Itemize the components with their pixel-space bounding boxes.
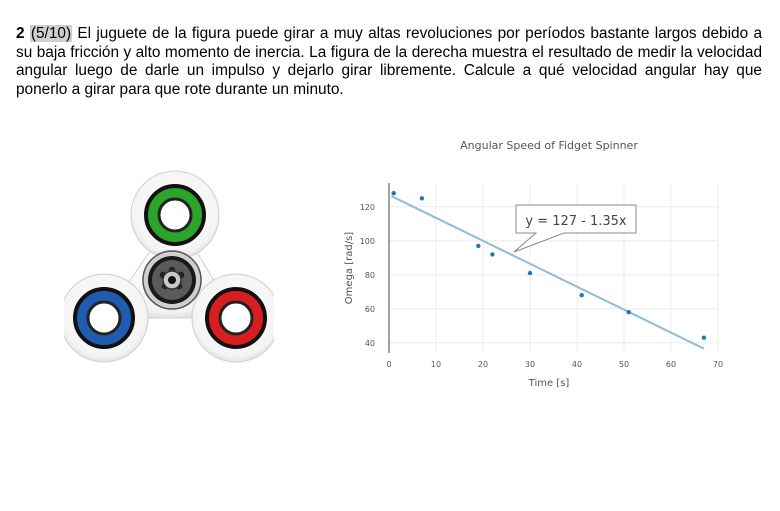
x-tick-label: 50	[618, 360, 630, 369]
y-tick-label: 60	[364, 304, 375, 314]
x-tick-label: 20	[477, 360, 489, 369]
data-point	[627, 310, 631, 314]
y-tick-label: 80	[364, 270, 375, 280]
y-axis-label: Omega [rad/s]	[344, 231, 355, 305]
x-tick-label: 40	[571, 360, 583, 369]
spinner-bearing-right	[207, 289, 265, 347]
fidget-spinner-image	[64, 168, 274, 363]
data-point	[490, 252, 494, 256]
x-tick-label: 0	[386, 360, 392, 369]
y-tick-label: 120	[359, 202, 375, 212]
x-tick-label: 30	[524, 360, 536, 369]
data-point	[420, 196, 424, 200]
x-tick-label: 60	[665, 360, 677, 369]
spinner-center-bearing	[143, 251, 201, 309]
data-point	[702, 336, 706, 340]
x-axis-label: Time [s]	[528, 378, 570, 389]
fit-equation-label: y = 127 - 1.35x	[525, 214, 627, 229]
spinner-bearing-top	[146, 186, 204, 244]
problem-statement	[16, 25, 762, 99]
x-tick-label: 70	[712, 360, 724, 369]
x-tick-label: 10	[430, 360, 442, 369]
data-point	[580, 293, 584, 297]
angular-speed-chart	[330, 128, 740, 400]
data-point	[476, 244, 480, 248]
data-point	[528, 271, 532, 275]
y-tick-label: 40	[364, 338, 375, 348]
chart-title: Angular Speed of Fidget Spinner	[460, 139, 638, 152]
problem-score: (5/10)	[30, 25, 72, 43]
problem-text: El juguete de la figura puede girar a muy altas revoluciones por períodos bastante largos debido a su baja fricción y alto momento de inercia. La figura de la derecha muestra el resultado de medir la velocidad angular luego de darle un impulso y dejarlo girar libremente. Calcule a qué velocidad angular hay que ponerlo a girar para que rote durante un minuto.	[16, 25, 763, 98]
data-point	[392, 191, 396, 195]
y-tick-label: 100	[359, 236, 375, 246]
spinner-bearing-left	[75, 289, 133, 347]
problem-number: 2	[16, 25, 25, 43]
